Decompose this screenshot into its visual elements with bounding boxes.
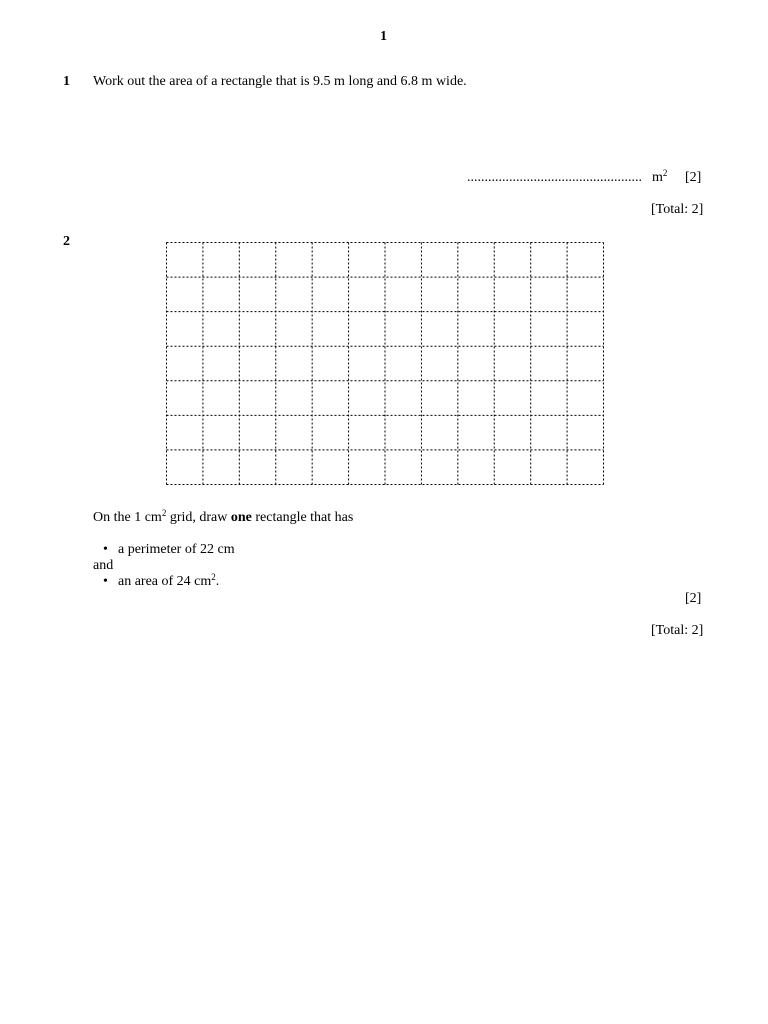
bullet-icon: •	[103, 574, 108, 589]
unit-label: m	[652, 170, 663, 185]
page-number: 1	[380, 29, 387, 44]
instruction-mid: grid, draw	[166, 510, 231, 525]
centimetre-grid[interactable]	[166, 242, 604, 485]
condition-connector: and	[93, 558, 114, 573]
question-1-number: 1	[63, 74, 70, 89]
bullet-icon: •	[103, 542, 108, 557]
condition-area-power: 2	[211, 572, 216, 582]
question-2-instruction	[93, 510, 353, 526]
answer-unit	[652, 170, 667, 186]
question-2-marks: [2]	[685, 591, 702, 606]
unit-power: 2	[662, 168, 668, 178]
question-1-text: Work out the area of a rectangle that is 9.5 m long and 6.8 m wide.	[93, 74, 467, 89]
condition-area-text: an area of 24 cm	[118, 574, 212, 589]
condition-perimeter-text: a perimeter of 22 cm	[118, 542, 235, 557]
question-1-total: [Total: 2]	[651, 202, 704, 217]
question-2-number: 2	[63, 234, 70, 249]
instruction-post: rectangle that has	[251, 510, 354, 525]
instruction-pre: On the 1 cm	[93, 510, 162, 525]
answer-line[interactable]: ..................................................	[467, 170, 642, 185]
instruction-emphasis: one	[230, 510, 252, 525]
condition-area	[103, 574, 219, 590]
question-2-total: [Total: 2]	[651, 623, 704, 638]
condition-perimeter	[103, 542, 235, 558]
instruction-power: 2	[161, 508, 167, 518]
condition-area-end: .	[215, 574, 220, 589]
question-1-marks: [2]	[685, 170, 702, 185]
